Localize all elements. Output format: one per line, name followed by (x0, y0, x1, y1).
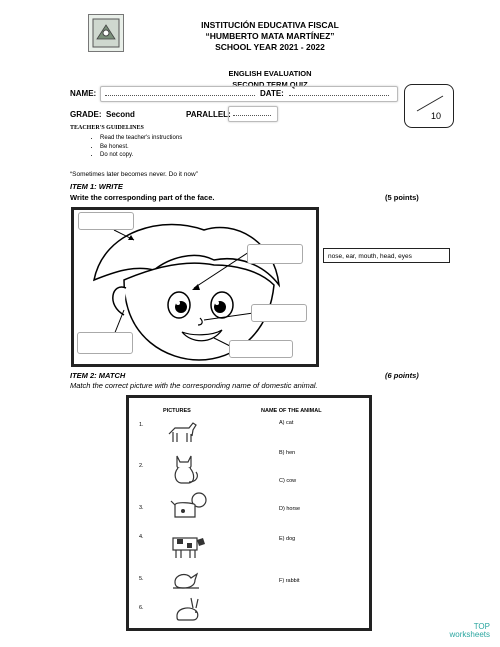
row-number: 2. (139, 463, 144, 469)
watermark-line2: worksheets (449, 630, 490, 639)
item1-title: ITEM 1: WRITE (70, 182, 123, 191)
name-date-field[interactable] (100, 86, 398, 102)
grade-label: GRADE: (70, 110, 102, 119)
quiz-title: SECOND TERM QUIZ (232, 80, 308, 89)
cat-icon[interactable] (169, 452, 201, 486)
row-number: 5. (139, 576, 144, 582)
answer-box-ear[interactable] (77, 332, 133, 354)
item1-instruction: Write the corresponding part of the face. (70, 193, 215, 202)
option-horse: D) horse (279, 506, 301, 512)
option-dog: E) dog (279, 536, 296, 542)
item2-title: ITEM 2: MATCH (70, 371, 126, 380)
item2-instruction: Match the correct picture with the corresponding name of domestic animal. (70, 381, 318, 390)
face-figure (71, 207, 319, 367)
cow-icon[interactable] (167, 532, 207, 560)
option-cat: A) cat (279, 420, 294, 426)
row-number: 3. (139, 505, 144, 511)
row-number: 1. (139, 422, 144, 428)
answer-box-head[interactable] (78, 212, 134, 230)
row-number: 4. (139, 534, 144, 540)
score-total: 10 (431, 111, 442, 121)
date-label: DATE: (260, 89, 284, 98)
rabbit-icon[interactable] (169, 596, 205, 624)
watermark-line1: TOP (473, 622, 490, 631)
option-cow: C) cow (279, 478, 297, 484)
guidelines-list (80, 134, 182, 160)
horse-icon[interactable] (165, 420, 199, 444)
answer-box-eyes[interactable] (247, 244, 303, 264)
topworksheets-logo (450, 623, 490, 639)
school-year: SCHOOL YEAR 2021 - 2022 (215, 42, 325, 52)
score-box (404, 84, 454, 128)
guideline-item: • Do not copy. (100, 151, 182, 160)
answer-box-nose[interactable] (251, 304, 307, 322)
word-bank: nose, ear, mouth, head, eyes (323, 248, 450, 263)
row-number: 6. (139, 605, 144, 611)
answer-box-mouth[interactable] (229, 340, 293, 358)
option-hen: B) hen (279, 450, 296, 456)
school-patron: “HUMBERTO MATA MARTÍNEZ” (205, 31, 335, 41)
guideline-item: • Read the teacher's instructions (100, 134, 182, 143)
motivational-quote: “Sometimes later becomes never. Do it now” (70, 171, 198, 178)
parallel-label: PARALLEL: (186, 110, 231, 119)
school-crest-logo (88, 14, 124, 52)
item1-points: (5 points) (385, 193, 419, 202)
grade-value: Second (106, 110, 135, 119)
guideline-item: • Be honest. (100, 143, 182, 152)
school-name: INSTITUCIÓN EDUCATIVA FISCAL (201, 20, 339, 30)
date-field[interactable] (289, 95, 389, 96)
pictures-header: PICTURES (163, 408, 191, 414)
hen-icon[interactable] (169, 568, 203, 592)
evaluation-title: ENGLISH EVALUATION (228, 69, 312, 78)
name-label: NAME: (70, 89, 97, 98)
guidelines-title: TEACHER'S GUIDELINES (70, 125, 144, 131)
dog-icon[interactable] (169, 491, 211, 523)
matching-table (126, 395, 372, 631)
option-rabbit: F) rabbit (279, 578, 300, 584)
animal-names-header: NAME OF THE ANIMAL (261, 408, 322, 414)
item2-points: (6 points) (385, 371, 419, 380)
parallel-field[interactable] (228, 106, 278, 122)
